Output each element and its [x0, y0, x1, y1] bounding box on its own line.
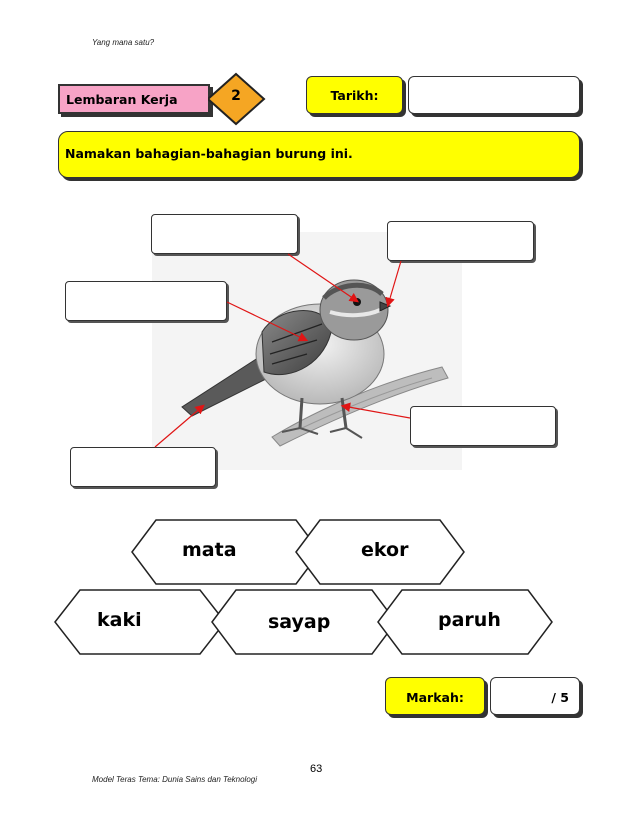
- arrow-wing: [227, 302, 306, 340]
- score-field[interactable]: / 5: [490, 677, 580, 715]
- instruction-banner: Namakan bahagian-bahagian burung ini.: [58, 131, 580, 178]
- word-kaki: kaki: [97, 609, 142, 631]
- worksheet-label: Lembaran Kerja: [58, 84, 210, 114]
- footer-note: Model Teras Tema: Dunia Sains dan Teknologi: [92, 775, 257, 784]
- word-sayap: sayap: [268, 611, 331, 633]
- page-number: 63: [310, 763, 323, 775]
- word-bank-shapes: [0, 510, 638, 670]
- score-label: Markah:: [385, 677, 485, 715]
- worksheet-number: 2: [231, 88, 241, 104]
- word-ekor: ekor: [361, 539, 409, 561]
- arrow-leg: [343, 406, 410, 418]
- arrow-eye: [288, 254, 357, 301]
- header-caption: Yang mana satu?: [92, 38, 155, 47]
- word-paruh: paruh: [438, 609, 501, 631]
- arrow-tail: [155, 406, 203, 447]
- date-label: Tarikh:: [306, 76, 403, 114]
- arrow-beak: [388, 261, 401, 305]
- word-mata: mata: [182, 539, 237, 561]
